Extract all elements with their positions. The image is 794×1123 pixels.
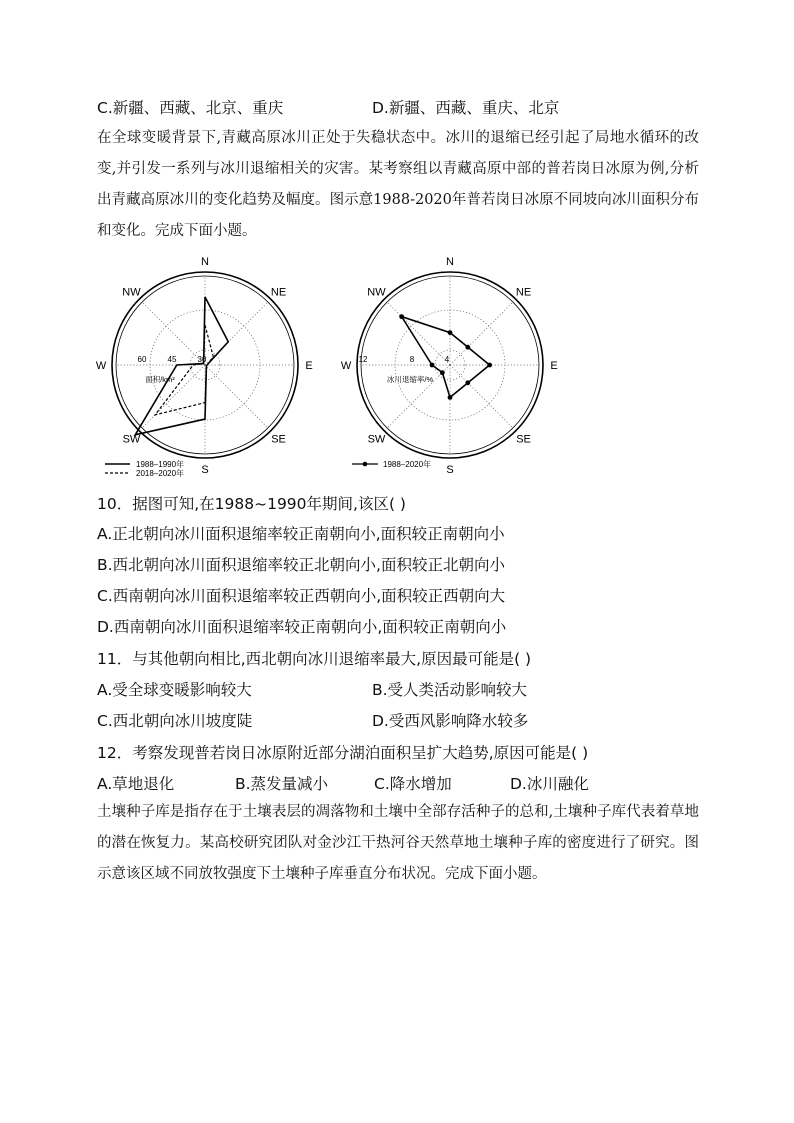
q10-option-a[interactable]: A.正北朝向冰川面积退缩率较正南朝向小,面积较正南朝向小 bbox=[97, 525, 505, 543]
axis-label: 面积/km² bbox=[145, 375, 175, 384]
q12-option-c[interactable]: C.降水增加 bbox=[374, 775, 452, 793]
series-line-0 bbox=[135, 297, 228, 435]
spoke-nw bbox=[387, 302, 450, 365]
legend-retreat bbox=[352, 459, 431, 469]
series-line-1 bbox=[155, 325, 213, 415]
q12-option-d[interactable]: D.冰川融化 bbox=[510, 775, 589, 793]
q11-option-c[interactable]: C.西北朝向冰川坡度陡 bbox=[97, 712, 253, 730]
radar-chart-retreat bbox=[341, 256, 558, 476]
data-point bbox=[448, 330, 453, 335]
spoke-se bbox=[205, 365, 268, 428]
direction-label-e: E bbox=[305, 360, 313, 372]
passage-glacier: 在全球变暖背景下,青藏高原冰川正处于失稳状态中。冰川的退缩已经引起了局地水循环的改变,并引发一系列与冰川退缩相关的灾害。某考察组以青藏高原中部的普若岗日冰原为例,分析出青藏高原冰川的变化趋势及幅度。图示意1988-2020年普若岗日冰原不同坡向冰川面积分布和变化。完成下面小题。 bbox=[97, 130, 699, 239]
tick-label: 30 bbox=[197, 355, 207, 364]
tick-label: 60 bbox=[137, 355, 147, 364]
q10-option-d[interactable]: D.西南朝向冰川面积退缩率较正南朝向小,面积较正南朝向小 bbox=[97, 618, 507, 636]
direction-label-ne: NE bbox=[270, 286, 287, 299]
direction-label-nw: NW bbox=[122, 286, 141, 299]
option-c-prev: C.新疆、西藏、北京、重庆 bbox=[97, 99, 284, 117]
q10-option-b[interactable]: B.西北朝向冰川面积退缩率较正北朝向小,面积较正北朝向小 bbox=[97, 556, 505, 574]
q10-stem: 10．据图可知,在1988~1990年期间,该区( ) bbox=[97, 495, 406, 513]
direction-label-sw: SW bbox=[367, 433, 386, 446]
legend-series-1: 1988–1990年 bbox=[136, 460, 185, 469]
legend-marker bbox=[363, 462, 368, 467]
data-point bbox=[487, 363, 492, 368]
data-point bbox=[465, 380, 470, 385]
direction-label-se: SE bbox=[516, 433, 531, 446]
q11-option-b[interactable]: B.受人类活动影响较大 bbox=[372, 681, 528, 699]
data-point bbox=[399, 314, 404, 319]
axis-label: 冰川退缩率/% bbox=[386, 375, 434, 384]
direction-label-s: S bbox=[201, 464, 209, 476]
tick-label: 8 bbox=[409, 355, 415, 364]
q11-option-d[interactable]: D.受西风影响降水较多 bbox=[372, 712, 529, 730]
q10-option-c[interactable]: C.西南朝向冰川面积退缩率较正西朝向小,面积较正西朝向大 bbox=[97, 587, 506, 605]
data-point bbox=[430, 363, 435, 368]
option-d-prev: D.新疆、西藏、重庆、北京 bbox=[372, 99, 560, 117]
direction-label-w: W bbox=[340, 360, 352, 372]
spoke-ne bbox=[450, 302, 513, 365]
direction-label-se: SE bbox=[271, 433, 286, 446]
spoke-se bbox=[450, 365, 513, 428]
passage-seed-bank: 土壤种子库是指存在于土壤表层的凋落物和土壤中全部存活种子的总和,土壤种子库代表着草地的潜在恢复力。某高校研究团队对金沙江干热河谷天然草地土壤种子库的密度进行了研究。图示意该区域不同放牧强度下土壤种子库垂直分布状况。完成下面小题。 bbox=[97, 804, 699, 882]
data-point bbox=[465, 345, 470, 350]
q12-option-b[interactable]: B.蒸发量减小 bbox=[235, 775, 329, 793]
q12-stem: 12．考察发现普若岗日冰原附近部分湖泊面积呈扩大趋势,原因可能是( ) bbox=[97, 744, 589, 762]
data-point bbox=[448, 395, 453, 400]
legend-series-3: 1988–2020年 bbox=[383, 460, 432, 469]
legend-series-2: 2018–2020年 bbox=[136, 469, 185, 478]
direction-label-ne: NE bbox=[515, 286, 532, 299]
direction-label-n: N bbox=[446, 256, 454, 268]
spoke-ne bbox=[205, 302, 268, 365]
direction-label-s: S bbox=[446, 464, 454, 476]
q12-option-a[interactable]: A.草地退化 bbox=[97, 775, 175, 793]
direction-label-n: N bbox=[201, 256, 209, 268]
radar-chart-area bbox=[96, 256, 313, 476]
tick-label: 45 bbox=[167, 355, 177, 364]
legend-area bbox=[105, 459, 184, 478]
direction-label-w: W bbox=[95, 360, 107, 372]
direction-label-sw: SW bbox=[122, 433, 141, 446]
radar-figure bbox=[0, 250, 794, 480]
q11-stem: 11．与其他朝向相比,西北朝向冰川退缩率最大,原因最可能是( ) bbox=[97, 650, 532, 668]
tick-label: 4 bbox=[444, 355, 450, 364]
tick-label: 12 bbox=[358, 355, 368, 364]
q11-option-a[interactable]: A.受全球变暖影响较大 bbox=[97, 681, 252, 699]
direction-label-e: E bbox=[550, 360, 558, 372]
data-point bbox=[440, 370, 445, 375]
direction-label-nw: NW bbox=[367, 286, 386, 299]
